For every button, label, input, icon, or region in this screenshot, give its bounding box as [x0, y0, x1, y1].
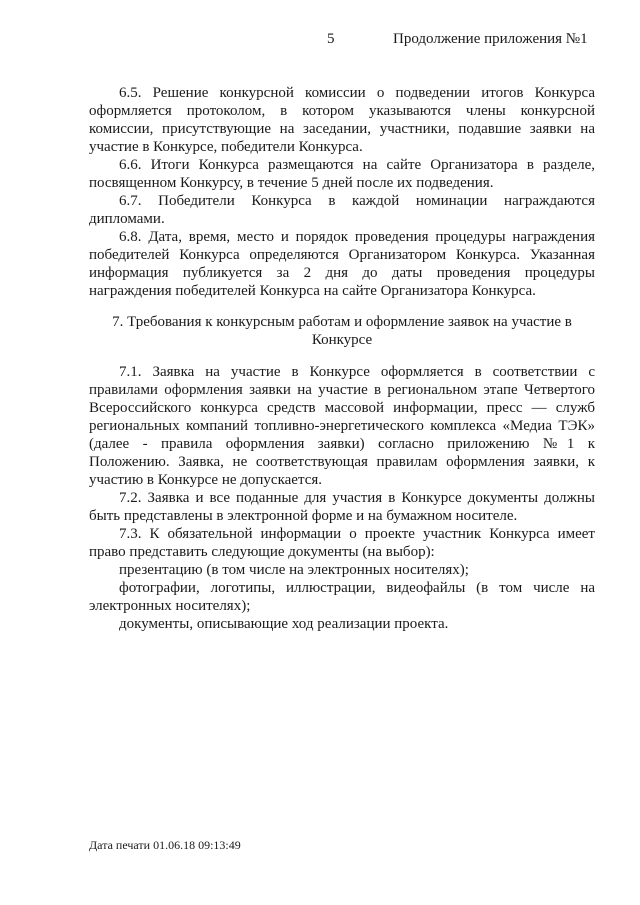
- paragraph-line: (далее - правила оформления заявки) согласно приложению №1 к: [89, 436, 595, 452]
- paragraph-line: 6.8. Дата, время, место и порядок проведения процедуры награждения: [119, 229, 595, 245]
- section-title: Конкурсе: [311, 332, 373, 348]
- paragraph-line: 7.3. К обязательной информации о проекте участник Конкурса имеет: [119, 526, 595, 542]
- paragraph-line: быть представлены в электронной форме и на бумажном носителе.: [89, 508, 518, 524]
- paragraph-line: участие в Конкурсе, победители Конкурса.: [89, 139, 363, 155]
- paragraph-line: комиссии, присутствующие на заседании, участники, подавшие заявки на: [89, 121, 595, 137]
- paragraph-line: победителей Конкурса определяются Организатором Конкурса. Указанная: [89, 247, 595, 263]
- paragraph-line: 7.1. Заявка на участие в Конкурсе оформляется в соответствии с: [119, 364, 595, 380]
- paragraph-line: информация публикуется за 2 дня до даты проведения процедуры: [89, 265, 595, 281]
- paragraph-line: участию в Конкурсе не допускается.: [89, 472, 323, 488]
- page-number: 5: [327, 31, 335, 47]
- paragraph-line: Всероссийского конкурса средств массовой информации, пресс — служб: [89, 400, 595, 416]
- paragraph-line: правилами оформления заявки на участие в региональном этапе Четвертого: [89, 382, 595, 398]
- header-title: Продолжение приложения №1: [393, 31, 588, 47]
- list-item: электронных носителях);: [89, 598, 251, 614]
- paragraph-line: 6.5. Решение конкурсной комиссии о подведении итогов Конкурса: [119, 85, 595, 101]
- section-title: 7. Требования к конкурсным работам и оформление заявок на участие в: [112, 314, 572, 330]
- paragraph-line: 6.7. Победители Конкурса в каждой номинации награждаются: [119, 193, 595, 209]
- paragraph-line: 6.6. Итоги Конкурса размещаются на сайте Организатора в разделе,: [119, 157, 595, 173]
- paragraph-line: региональных компаний топливно-энергетического комплекса «Медиа ТЭК»: [89, 418, 595, 434]
- paragraph-line: дипломами.: [89, 211, 165, 227]
- print-date-footer: Дата печати 01.06.18 09:13:49: [89, 838, 241, 852]
- list-item: документы, описывающие ход реализации проекта.: [119, 616, 449, 632]
- paragraph-line: право представить следующие документы (на выбор):: [89, 544, 435, 560]
- paragraph-line: 7.2. Заявка и все поданные для участия в Конкурсе документы должны: [119, 490, 595, 506]
- paragraph-line: Положению. Заявка, не соответствующая правилам оформления заявки, к: [89, 454, 595, 470]
- list-item: презентацию (в том числе на электронных носителях);: [119, 562, 469, 578]
- paragraph-line: посвященном Конкурсу, в течение 5 дней после их подведения.: [89, 175, 494, 191]
- list-item: фотографии, логотипы, иллюстрации, видеофайлы (в том числе на: [119, 580, 595, 596]
- paragraph-line: оформляется протоколом, в котором указываются члены конкурсной: [89, 103, 595, 119]
- paragraph-line: награждения победителей Конкурса на сайте Организатора Конкурса.: [89, 283, 536, 299]
